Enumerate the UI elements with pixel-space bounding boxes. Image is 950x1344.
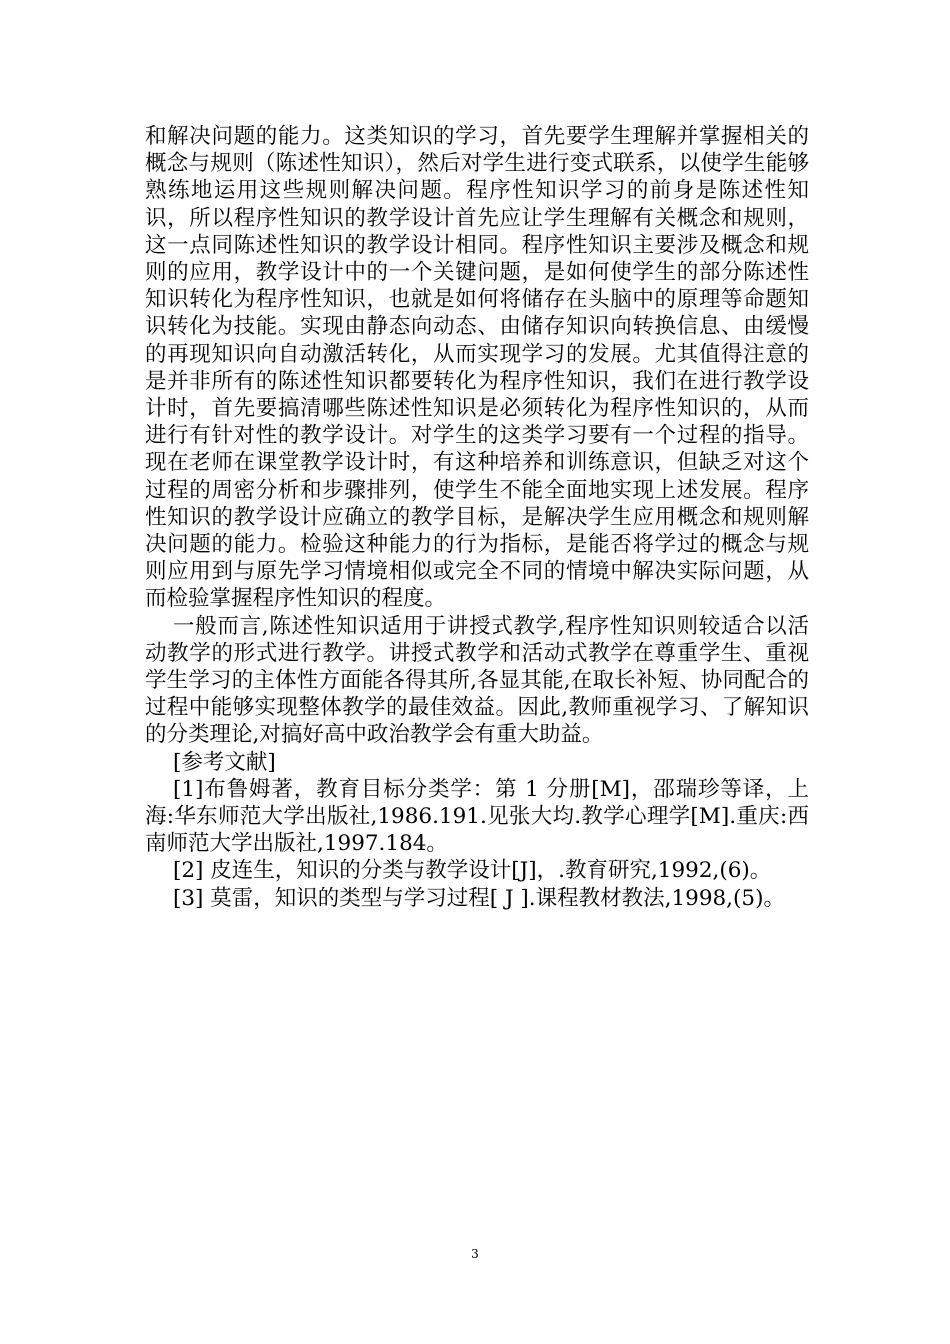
page-number: 3 — [471, 1247, 479, 1261]
reference-item-3: [3] 莫雷，知识的类型与学习过程[ J ].课程教材教法,1998,(5)。 — [172, 885, 785, 911]
paragraph-conclusion: 一般而言,陈述性知识适用于讲授式教学,程序性知识则较适合以活动教学的形式进行教学。讲授式教学和活动式教学在尊重学生、重视学生学习的主体性方面能各得其所,各显其能,在取长补短、协同配合的过程中能够实现整体教学的最佳效益。因此,教师重视学习、了解知识的分类理论,对搞好高中政治教学会有重大助益。 — [145, 613, 809, 748]
document-body — [145, 123, 809, 912]
references-heading: [参考文献] — [172, 749, 276, 775]
reference-item-1: [1]布鲁姆著，教育目标分类学：第 1 分册[M]，邵瑞珍等译，上海:华东师范大学出版社,1986.191.见张大均.教学心理学[M].重庆:西南师范大学出版社,1997.184。 — [145, 776, 809, 857]
reference-item-2: [2] 皮连生，知识的分类与教学设计[J]，.教育研究,1992,(6)。 — [172, 858, 772, 884]
paragraph-continuation: 和解决问题的能力。这类知识的学习，首先要学生理解并掌握相关的概念与规则（陈述性知识），然后对学生进行变式联系，以使学生能够熟练地运用这些规则解决问题。程序性知识学习的前身是陈述性知识，所以程序性知识的教学设计首先应让学生理解有关概念和规则，这一点同陈述性知识的教学设计相同。程序性知识主要涉及概念和规则的应用，教学设计中的一个关键问题，是如何使学生的部分陈述性知识转化为程序性知识，也就是如何将储存在头脑中的原理等命题知识转化为技能。实现由静态向动态、由储存知识向转换信息、由缓慢的再现知识向自动激活转化，从而实现学习的发展。尤其值得注意的是并非所有的陈述性知识都要转化为程序性知识，我们在进行教学设计时，首先要搞清哪些陈述性知识是必须转化为程序性知识的，从而进行有针对性的教学设计。对学生的这类学习要有一个过程的指导。现在老师在课堂教学设计时，有这种培养和训练意识，但缺乏对这个过程的周密分析和步骤排列，使学生不能全面地实现上述发展。程序性知识的教学设计应确立的教学目标，是解决学生应用概念和规则解决问题的能力。检验这种能力的行为指标，是能否将学过的概念与规则应用到与原先学习情境相似或完全不同的情境中解决实际问题，从而检验掌握程序性知识的程度。 — [145, 124, 809, 612]
